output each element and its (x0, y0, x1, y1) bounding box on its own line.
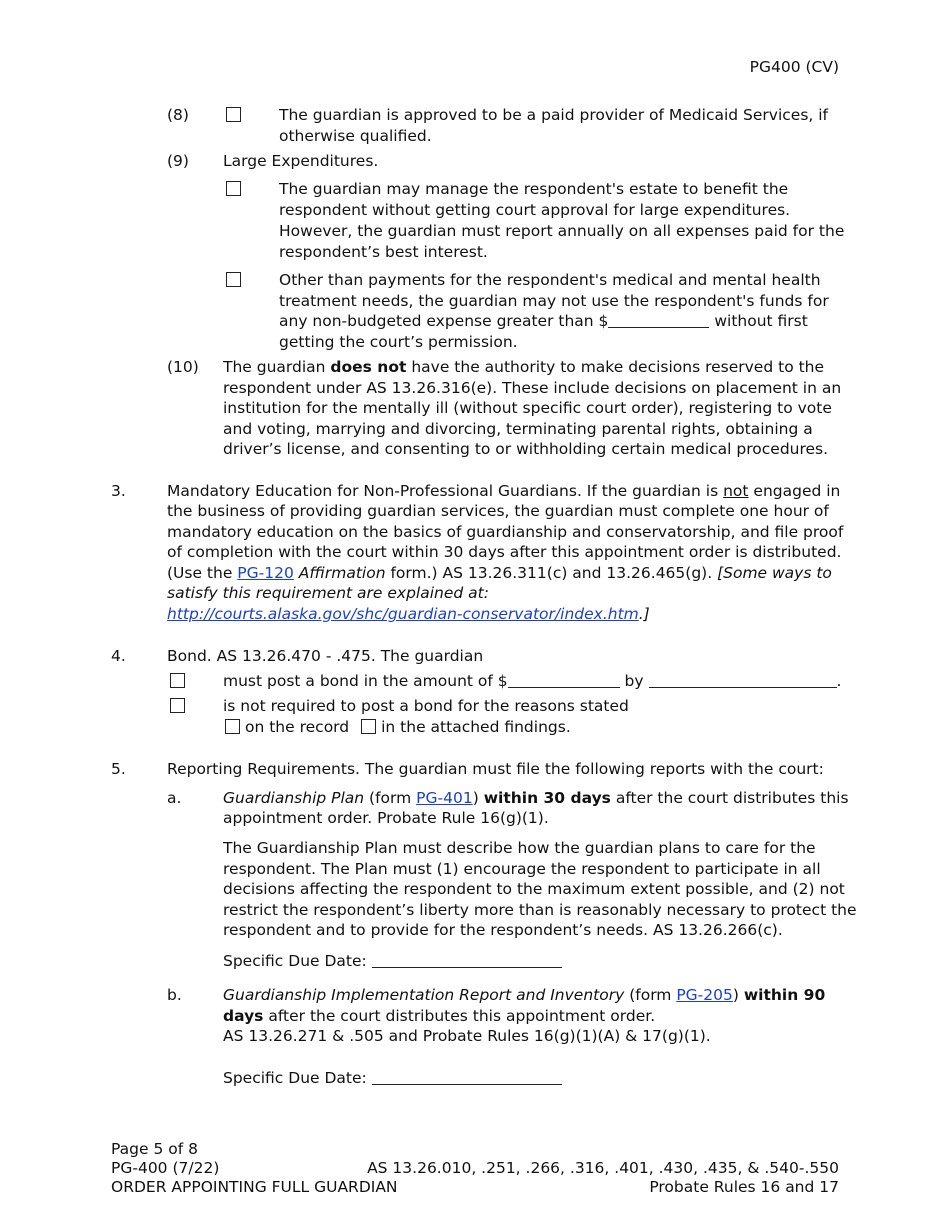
section-5a-para-line-4: restrict the respondent’s liberty more than is reasonably necessary to protect the (223, 901, 857, 919)
section-3-line-3: mandatory education on the basics of guardianship and conservatorship, and file proof (167, 523, 844, 541)
section-3-line-4: of completion with the court within 30 days after this appointment order is distributed. (167, 543, 842, 561)
section-5-number: 5. (111, 760, 126, 778)
section-3-line-5: (Use the PG-120 Affirmation form.) AS 13.26.311(c) and 13.26.465(g). [Some ways to (167, 564, 832, 582)
bond-amount-field[interactable] (508, 673, 620, 688)
section-5-intro: Reporting Requirements. The guardian must file the following reports with the court: (167, 760, 824, 778)
item-9-option-1-checkbox[interactable] (226, 181, 241, 196)
pg-205-link[interactable]: PG-205 (676, 986, 733, 1004)
section-3-line-2: the business of providing guardian services, the guardian must complete one hour of (167, 502, 829, 520)
section-3-line-1: Mandatory Education for Non-Professional Guardians. If the guardian is not engaged in (167, 482, 841, 500)
item-9-option-2-line-2: treatment needs, the guardian may not use the respondent's funds for (279, 292, 829, 310)
item-9-option-2-line-3: any non-budgeted expense greater than $ without first (279, 312, 808, 330)
footer-rules: Probate Rules 16 and 17 (649, 1178, 839, 1196)
on-the-record-checkbox[interactable] (225, 719, 240, 734)
item-9-option-1-line-3: However, the guardian must report annually on all expenses paid for the (279, 222, 845, 240)
bond-date-field[interactable] (649, 673, 837, 688)
item-8-line-1: The guardian is approved to be a paid provider of Medicaid Services, if (279, 106, 829, 124)
item-10-line-5: driver’s license, and consenting to or withholding certain medical procedures. (223, 440, 829, 458)
section-4-line-1: Bond. AS 13.26.470 - .475. The guardian (167, 647, 484, 665)
section-5b-line-1: Guardianship Implementation Report and Inventory (form PG-205) within 90 (223, 986, 826, 1004)
attached-findings-checkbox[interactable] (361, 719, 376, 734)
footer-form-title: ORDER APPOINTING FULL GUARDIAN (111, 1178, 398, 1196)
section-5a-para-line-5: respondent and to provide for the respondent’s needs. AS 13.26.266(c). (223, 921, 783, 939)
section-5a-line-1: Guardianship Plan (form PG-401) within 30 days after the court distributes this (223, 789, 849, 807)
guardian-conservator-url-link[interactable]: http://courts.alaska.gov/shc/guardian-conservator/index.htm (167, 605, 639, 623)
footer-page-number: Page 5 of 8 (111, 1140, 198, 1158)
section-5b-letter: b. (167, 986, 182, 1004)
bond-reasons-line: on the record in the attached findings. (225, 717, 571, 737)
footer-statutes: AS 13.26.010, .251, .266, .316, .401, .430, .435, & .540-.550 (367, 1159, 839, 1177)
bond-required-checkbox[interactable] (170, 673, 185, 688)
item-9-option-2-line-1: Other than payments for the respondent's medical and mental health (279, 271, 821, 289)
item-8-line-2: otherwise qualified. (279, 127, 432, 145)
section-5a-line-2: appointment order. Probate Rule 16(g)(1). (223, 809, 549, 827)
bond-required-line: must post a bond in the amount of $ by . (223, 672, 842, 690)
item-10-line-1: The guardian does not have the authority to make decisions reserved to the (223, 358, 825, 376)
item-8-checkbox[interactable] (226, 107, 241, 122)
section-5a-para-line-3: decisions affecting the respondent to the maximum extent possible, and (2) not (223, 880, 845, 898)
section-5b-line-2: days after the court distributes this appointment order. (223, 1007, 656, 1025)
item-10-number: (10) (167, 358, 199, 376)
section-3-line-6: satisfy this requirement are explained at: (167, 584, 489, 602)
pg-401-link[interactable]: PG-401 (416, 789, 473, 807)
bond-not-required-line: is not required to post a bond for the reasons stated (223, 697, 629, 715)
item-8-number: (8) (167, 106, 189, 124)
amount-limit-field[interactable] (608, 313, 709, 328)
report-due-date-field[interactable] (372, 1070, 562, 1085)
section-5a-para-line-1: The Guardianship Plan must describe how the guardian plans to care for the (223, 839, 816, 857)
section-5a-due-date: Specific Due Date: (223, 951, 562, 971)
item-9-option-2-checkbox[interactable] (226, 272, 241, 287)
item-9-title: Large Expenditures. (223, 152, 379, 170)
item-10-line-3: institution for the mentally ill (without specific court order), registering to vote (223, 399, 832, 417)
section-5a-letter: a. (167, 789, 182, 807)
item-9-option-1-line-1: The guardian may manage the respondent's estate to benefit the (279, 180, 789, 198)
item-9-option-1-line-4: respondent’s best interest. (279, 243, 488, 261)
item-10-line-4: and voting, marrying and divorcing, terminating parental rights, obtaining a (223, 420, 813, 438)
item-9-number: (9) (167, 152, 189, 170)
plan-due-date-field[interactable] (372, 953, 562, 968)
form-code-header: PG400 (CV) (749, 58, 839, 76)
section-5b-line-3: AS 13.26.271 & .505 and Probate Rules 16(g)(1)(A) & 17(g)(1). (223, 1027, 711, 1045)
footer-form-number: PG-400 (7/22) (111, 1159, 220, 1177)
item-9-option-2-line-4: getting the court’s permission. (279, 333, 518, 351)
bond-not-required-checkbox[interactable] (170, 698, 185, 713)
section-3-number: 3. (111, 482, 126, 500)
pg-120-link[interactable]: PG-120 (237, 564, 294, 582)
item-9-option-1-line-2: respondent without getting court approval for large expenditures. (279, 201, 791, 219)
section-5b-due-date: Specific Due Date: (223, 1068, 562, 1088)
item-10-line-2: respondent under AS 13.26.316(e). These include decisions on placement in an (223, 379, 842, 397)
section-3-line-7: http://courts.alaska.gov/shc/guardian-conservator/index.htm.] (167, 605, 650, 623)
section-5a-para-line-2: respondent. The Plan must (1) encourage the respondent to participate in all (223, 860, 821, 878)
section-4-number: 4. (111, 647, 126, 665)
